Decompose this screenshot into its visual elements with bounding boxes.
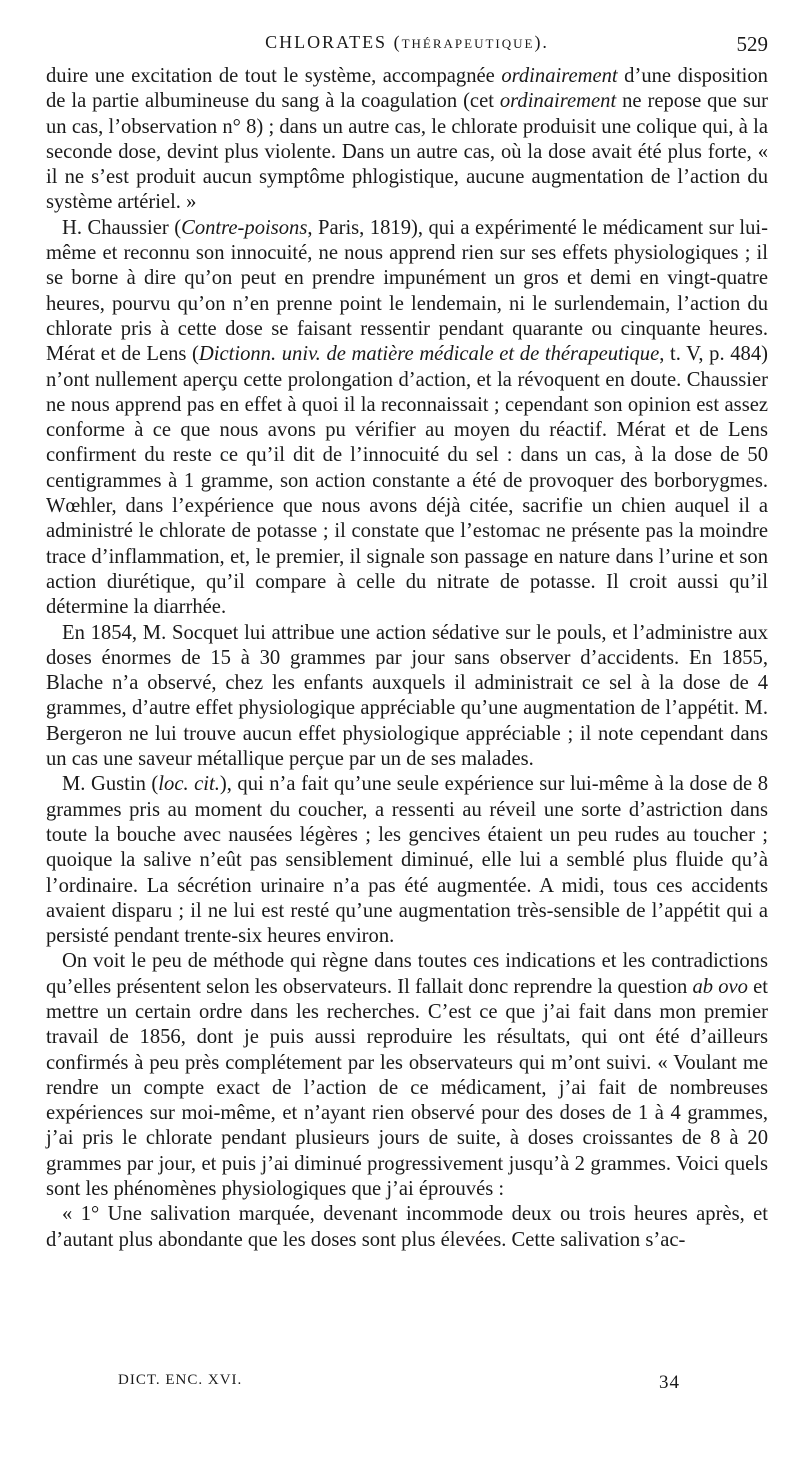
signature-mark: DICT. ENC. XVI.	[118, 1372, 243, 1388]
paragraph	[46, 64, 768, 216]
text-run: , Paris, 1819), qui a expérimenté le médicament sur lui-même et reconnu son innocuité, ne nous apprend rien sur ses effets physiologiques ; il se borne à dire qu’on peut en prendre impunément un gros et demi en vingt-quatre heures, pourvu qu’on n’en prenne point le lendemain, ni le surlendemain, l’action du chlorate pris à cette dose se faisant ressentir pendant quarante ou cinquante heures. Mérat et de Lens (	[46, 216, 768, 366]
text-run: duire une excitation de tout le système, accompagnée	[46, 65, 502, 87]
italic-text: ab ovo	[692, 975, 748, 998]
text-run: et mettre un certain ordre dans les recherches. C’est ce que j’ai fait dans mon premier travail de 1856, dont je puis aussi reproduire les résultats, qui ont été d’ailleurs confirmés à peu près complétement par les observateurs qui m’ont suivi. « Voulant me rendre un compte exact de l’action de ce médicament, j’ai fait de nombreuses expériences sur moi-même, et n’ayant rien observé pour des doses de 1 à 4 grammes, j’ai pris le chlorate pendant plusieurs jours de suite, à doses croissantes de 8 à 20 grammes par jour, et puis j’ai diminué progressivement jusqu’à 2 grammes. Voici quels sont les phénomènes physiologiques que j’ai éprouvés :	[46, 975, 768, 1201]
running-title: CHLORATES (thérapeutique).	[265, 32, 549, 52]
page	[46, 30, 768, 1253]
paragraph	[46, 216, 768, 621]
text-run: ), qui n’a fait qu’une seule expérience sur lui-même à la dose de 8 grammes pris au moment du coucher, a ressenti au réveil une sorte d’astriction dans toute la bouche avec nausées légères ; les gencives étaient un peu rudes au toucher ; quoique la salive n’eût pas sensiblement diminué, elle lui a semblé plus fluide qu’à l’ordinaire. La sécrétion urinaire n’a pas été augmentée. A midi, tous ces accidents avaient disparu ; il ne lui est resté qu’une augmentation très-sensible de l’appétit qui a persisté pendant trente-six heures environ.	[46, 773, 768, 948]
italic-text: ordinairement	[499, 90, 617, 113]
italic-text: Dictionn. univ. de matière médicale et de thérapeutique	[198, 343, 660, 366]
body-text	[46, 64, 768, 1253]
text-run: « 1° Une salivation marquée, devenant incommode deux ou trois heures après, et d’autant plus abondante que les doses sont plus élevées. Cette salivation s’ac-	[46, 1203, 768, 1251]
text-run: M. Gustin (	[62, 773, 159, 796]
text-run: On voit le peu de méthode qui règne dans toutes ces indications et les contradictions qu’elles présentent selon les observateurs. Il fallait donc reprendre la question	[46, 950, 768, 998]
text-run: ne repose que sur un cas, l’observation n° 8) ; dans un autre cas, le chlorate produisit une colique qui, à la seconde dose, devint plus violente. Dans un autre cas, où la dose avait été plus forte, « il ne s’est produit aucun symptôme phlogistique, aucune augmentation de l’action du système artériel. »	[46, 90, 768, 214]
italic-text: loc. cit.	[158, 773, 220, 796]
signature-number: 34	[659, 1372, 680, 1393]
italic-text: Contre-poisons	[181, 216, 308, 239]
text-run: , t. V, p. 484) n’ont nullement aperçu cette prolongation d’action, et la révoquent en doute. Chaussier ne nous apprend pas en effet à quoi il la reconnaissait ; cependant son opinion est assez conforme à ce que nous avons pu vérifier au moyen du réactif. Mérat et de Lens confirment du reste ce qu’il dit de l’innocuité du sel : dans un cas, à la dose de 50 centigrammes à 1 gramme, son action constante a été de provoquer des borborygmes. Wœhler, dans l’expérience que nous avons déjà citée, sacrifie un chien auquel il a administré le chlorate de potasse ; il constate que l’estomac ne présente pas la moindre trace d’inflammation, et, le premier, il signale son passage en nature dans l’urine et son action diurétique, qu’il compare à celle du nitrate de potasse. Il croit aussi qu’il détermine la diarrhée.	[46, 343, 768, 619]
italic-text: ordinairement	[501, 65, 618, 87]
paragraph	[46, 949, 768, 1202]
paragraph	[46, 1202, 768, 1253]
text-run: d’une disposition de la partie albumineuse du sang à la coagulation (cet	[46, 65, 768, 113]
paragraph	[46, 621, 768, 773]
text-run: En 1854, M. Socquet lui attribue une action sédative sur le pouls, et l’administre aux doses énormes de 15 à 30 grammes par jour sans observer d’accidents. En 1855, Blache n’a observé, chez les enfants auxquels il administrait ce sel à la dose de 4 grammes, d’autre effet physiologique appréciable qu’une augmentation de l’appétit. M. Bergeron ne lui trouve aucun effet physiologique appréciable ; il note cependant dans un cas une saveur métallique perçue par un de ses malades.	[46, 621, 768, 771]
page-number: 529	[736, 32, 768, 56]
page-header	[46, 30, 768, 64]
paragraph	[46, 772, 768, 949]
text-run: H. Chaussier (	[62, 216, 182, 239]
